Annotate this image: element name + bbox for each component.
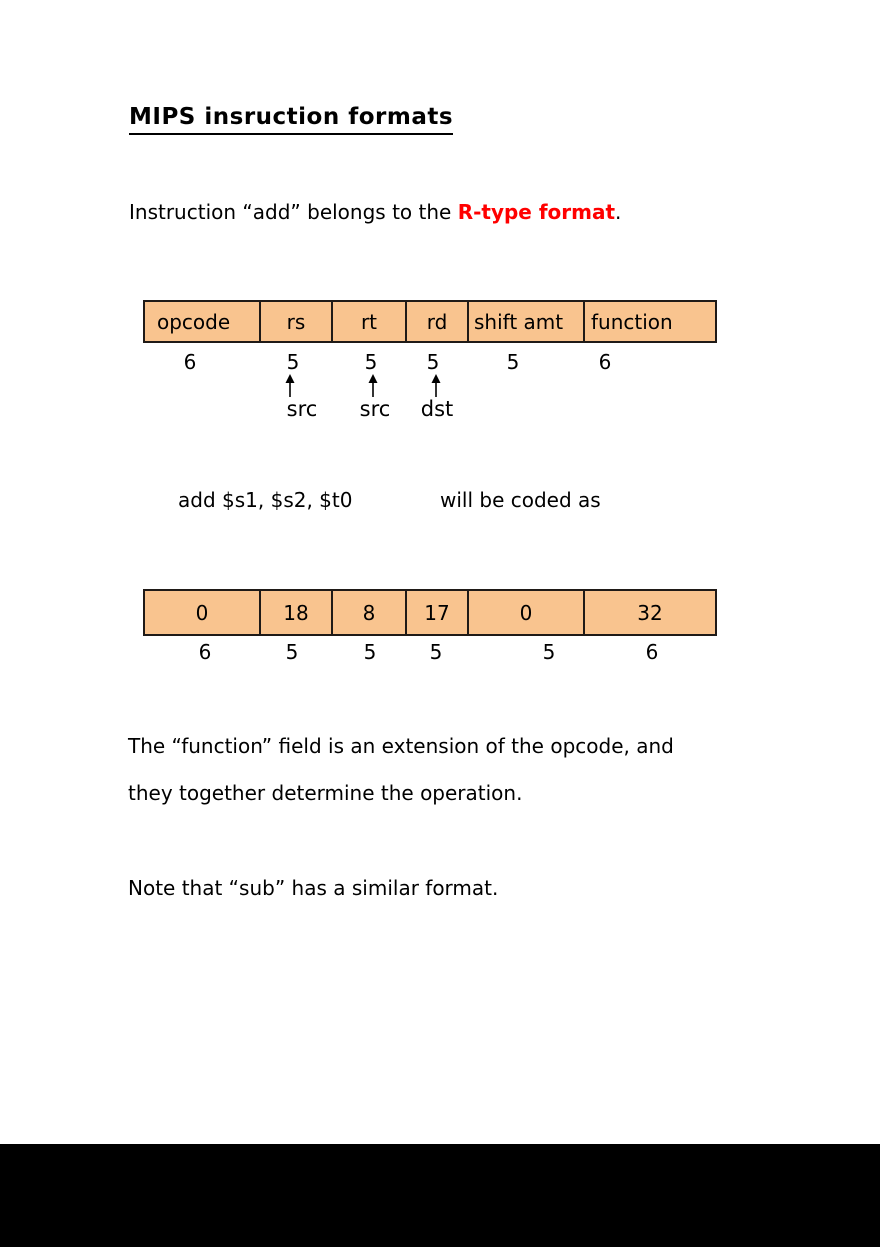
arrow-label-src1: src [286, 397, 318, 421]
encoded-cell-shift-amt: 0 [469, 591, 585, 634]
field-cell-rt: rt [333, 302, 407, 341]
bit-width-label: 6 [645, 640, 659, 664]
note-text: Note that “sub” has a similar format. [128, 876, 499, 900]
encoded-values-table [143, 589, 717, 636]
bit-width-label: 5 [285, 640, 299, 664]
example-instruction: add $s1, $s2, $t0 [178, 488, 353, 512]
encoded-cell-rt: 8 [333, 591, 407, 634]
field-cell-rs: rs [261, 302, 333, 341]
arrow-label-src2: src [359, 397, 391, 421]
page-title: MIPS insruction formats [129, 104, 453, 135]
bit-width-label: 6 [183, 350, 197, 374]
bit-width-label: 5 [506, 350, 520, 374]
bit-width-label: 5 [286, 350, 300, 374]
up-arrow-icon [284, 374, 296, 397]
intro-suffix: . [615, 200, 622, 224]
encoded-cell-opcode: 0 [145, 591, 261, 634]
intro-sentence [129, 200, 621, 224]
up-arrow-icon [367, 374, 379, 397]
field-cell-shift-amt: shift amt [469, 302, 585, 341]
intro-prefix: Instruction “add” belongs to the [129, 200, 458, 224]
bit-width-label: 5 [542, 640, 556, 664]
field-cell-rd: rd [407, 302, 469, 341]
encoded-cell-rs: 18 [261, 591, 333, 634]
encoded-cell-function: 32 [637, 600, 663, 625]
field-cell-function: function [591, 309, 673, 334]
example-caption: will be coded as [440, 488, 601, 512]
encoded-cell-rd: 17 [407, 591, 469, 634]
body-paragraph-line2: they together determine the operation. [128, 781, 523, 805]
arrow-label-dst: dst [420, 397, 454, 421]
bit-width-label: 5 [429, 640, 443, 664]
bit-width-label: 5 [363, 640, 377, 664]
field-cell-opcode: opcode [145, 302, 261, 341]
bit-width-label: 6 [598, 350, 612, 374]
bit-width-label: 5 [364, 350, 378, 374]
bottom-black-bar [0, 1144, 880, 1247]
r-type-format-highlight: R-type format [457, 200, 616, 224]
instruction-format-table [143, 300, 717, 343]
up-arrow-icon [430, 374, 442, 397]
bit-width-label: 5 [426, 350, 440, 374]
bit-width-label: 6 [198, 640, 212, 664]
body-paragraph-line1: The “function” field is an extension of the opcode, and [128, 734, 674, 758]
